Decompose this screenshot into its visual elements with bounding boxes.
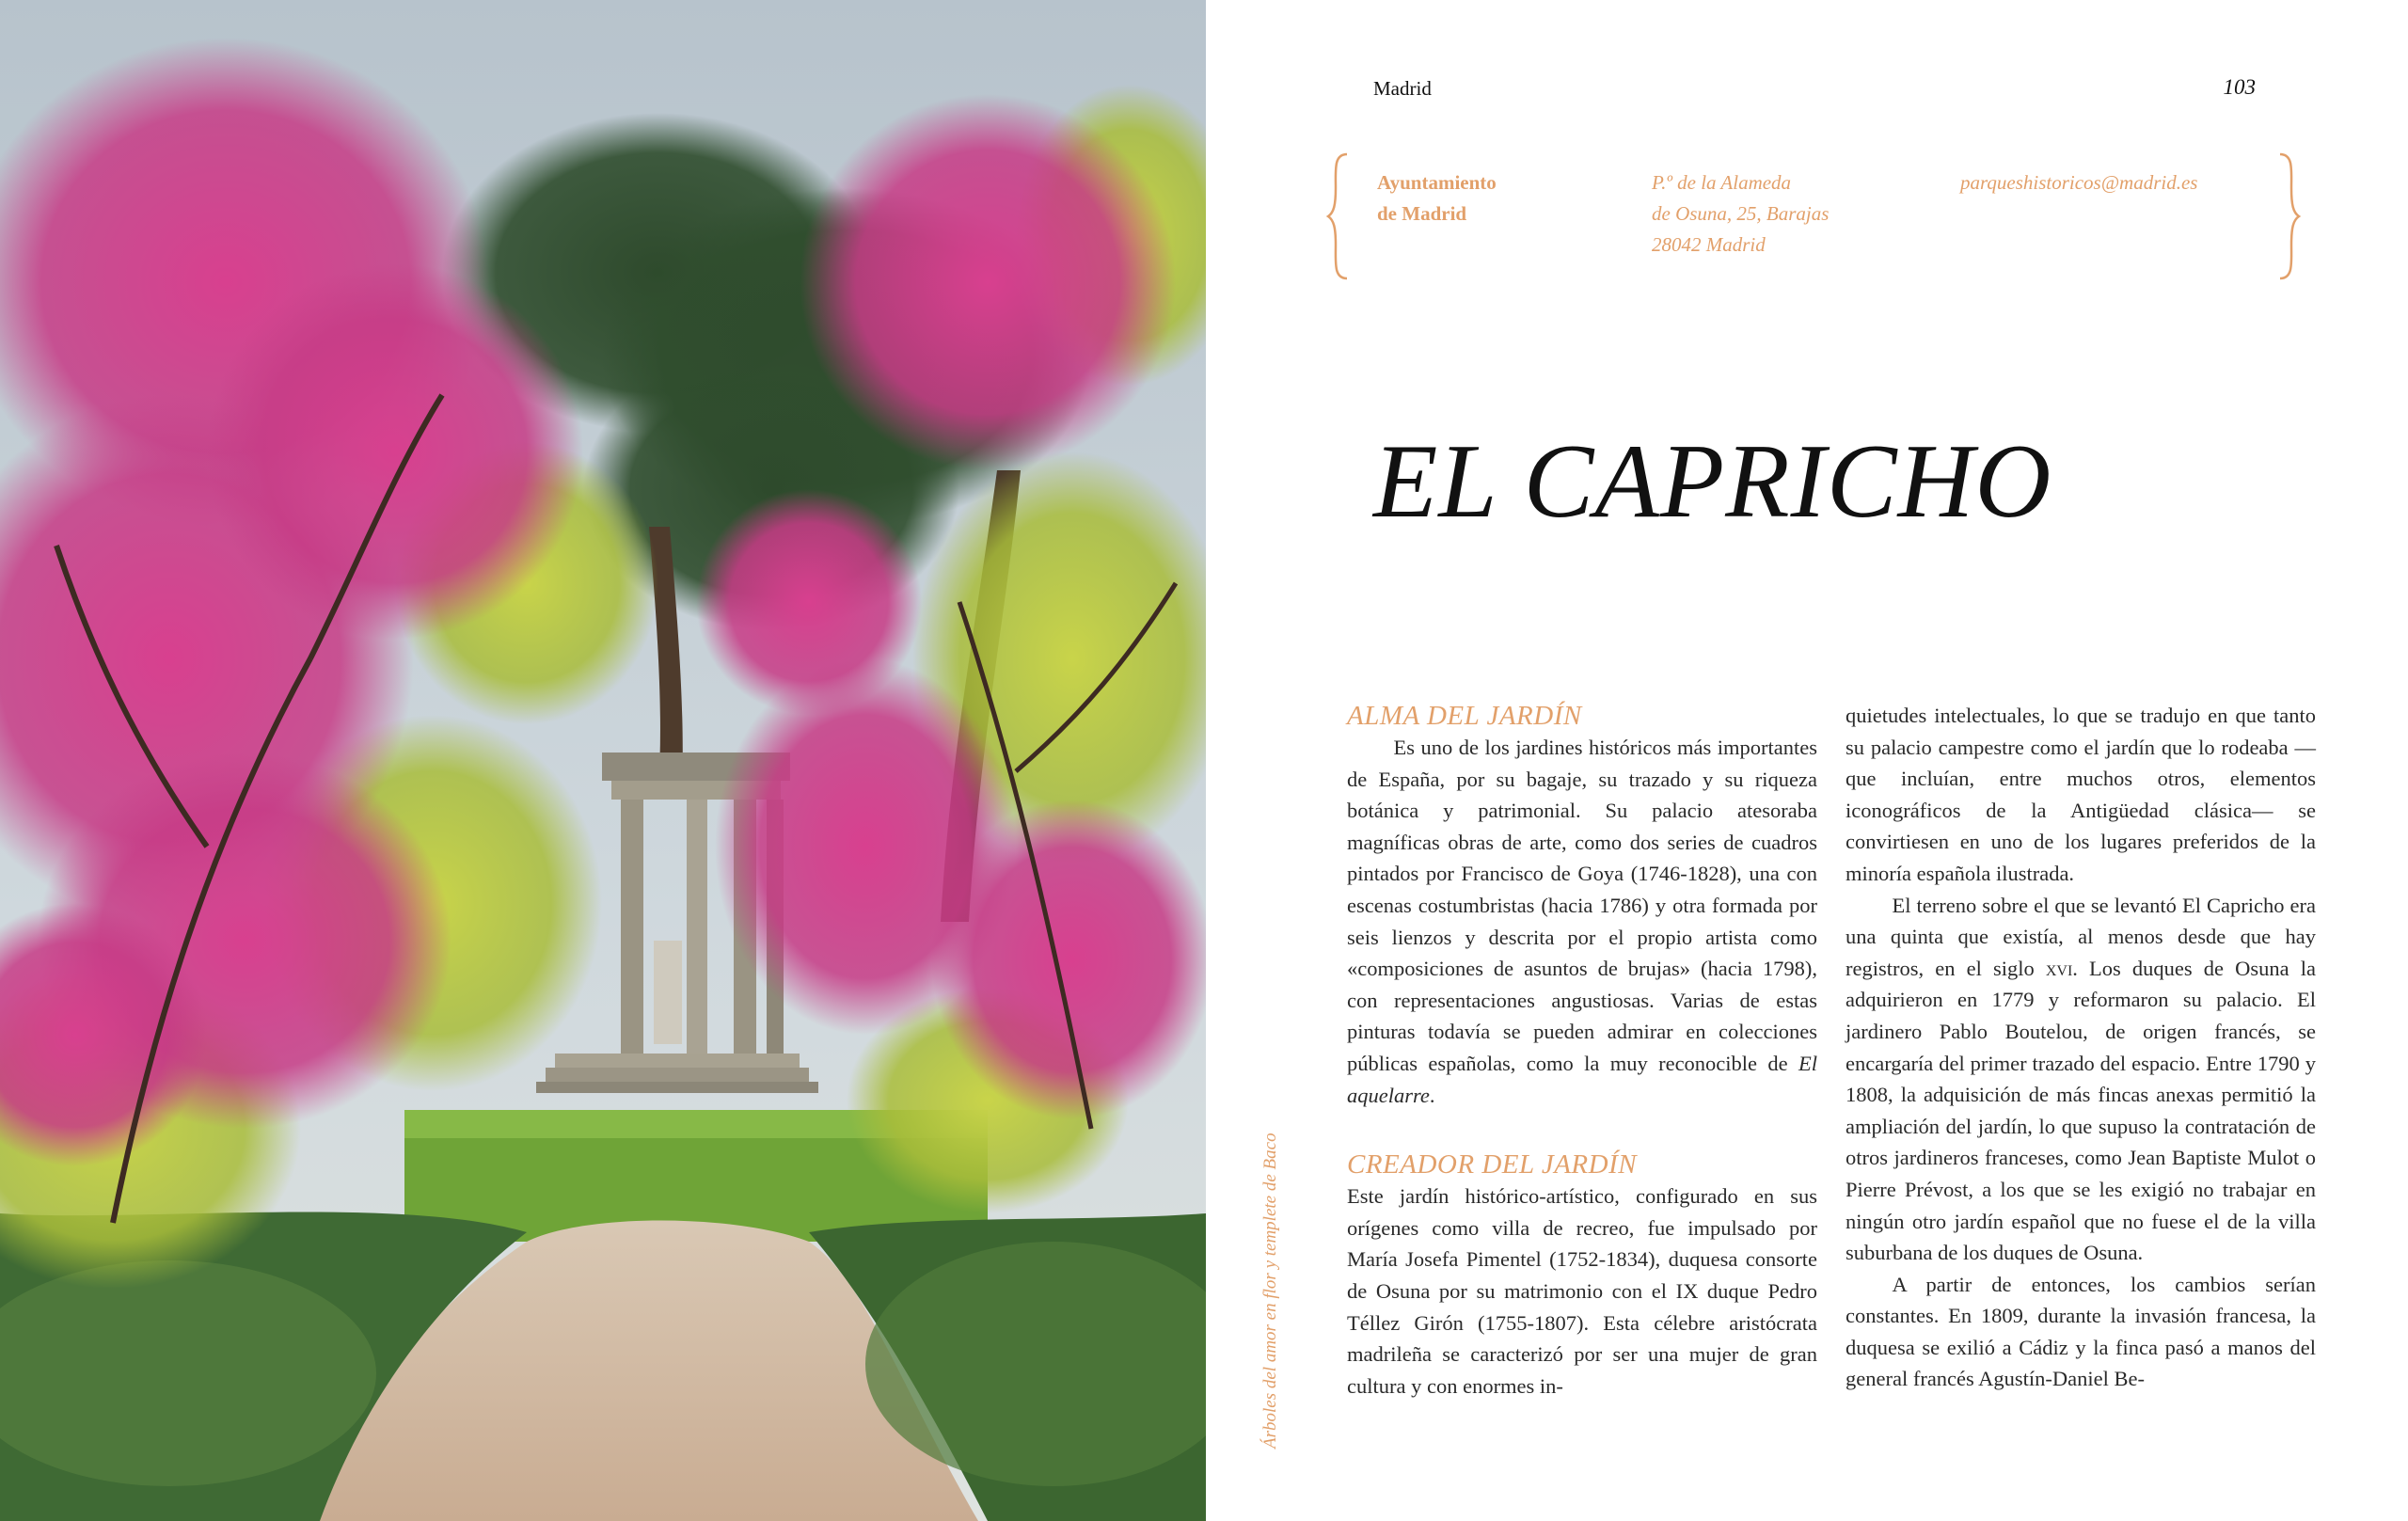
address <box>1652 167 1829 261</box>
photo-caption <box>1259 1072 1289 1449</box>
info-box <box>1324 151 2303 282</box>
alma-paragraph <box>1347 732 1817 1111</box>
creador-paragraph: Este jardín histórico-artístico, configurado en sus orígenes como villa de recreo, fue impulsado por María Josefa Pimentel (1752-1834), duquesa consorte de Osuna por su matrimonio con el IX duque Pedro Téllez Girón (1755-1807). Esta célebre aristócrata madrileña se caracterizó por ser una mujer de gran cultura y con enormes in- <box>1347 1184 1817 1398</box>
address-line: de Osuna, 25, Barajas <box>1652 202 1830 225</box>
organization-line: Ayuntamiento <box>1377 171 1497 194</box>
changes-paragraph: A partir de entonces, los cambios serían constantes. En 1809, durante la invasión francesa, la duquesa se exilió a Cádiz y la finca pasó a manos del general francés Agustín-Daniel Be- <box>1846 1272 2316 1391</box>
continuation-paragraph: quietudes intelectuales, lo que se tradujo en que tanto su palacio campestre como el jardín que lo rodeaba —que incluían, entre muchos otros, elementos iconográficos de la Antigüedad clásica— se convirtiesen en uno de los lugares preferidos de la minoría española ilustrada. <box>1846 704 2316 885</box>
history-paragraph-rest: . Los duques de Osuna la adquirieron en 1779 y reformaron su palacio. El jardinero Pablo Boutelou, de origen francés, se encargaría del primer trazado del espacio. Entre 1790 y 1808, la adquisición de más fincas anexas permitió la ampliación del jardín, lo que supuso la contratación de otros jardineros franceses, como Jean Baptiste Mulot o Pierre Prévost, a los que se les exigió no trabajar en ningún otro jardín español que no fuese el de la villa suburbana de los duques de Osuna. <box>1846 956 2316 1265</box>
left-brace-icon <box>1324 151 1353 282</box>
artwork-title: El aquelarre <box>1347 1051 1817 1107</box>
address-line: 28042 Madrid <box>1652 233 1766 256</box>
alma-paragraph-text: Es uno de los jardines históricos más importantes de España, por su bagaje, su trazado y su riqueza botánica y patrimonial. Su palacio atesoraba magníficas obras de arte, como dos series de cuadros pintados por Francisco de Goya (1746-1828), una con escenas costumbristas (hacia 1786) y otra formada por seis lienzos y descrita por el propio artista como «composiciones de asuntos de brujas» (hacia 1798), con representaciones angustiosas. Varias de estas pinturas todavía se pueden admirar en colecciones públicas españolas, como la muy reconocible de <box>1347 736 1817 1075</box>
organization <box>1377 167 1497 230</box>
century-numeral: xvi <box>2045 956 2073 980</box>
text-column-1 <box>1347 700 1817 1402</box>
history-paragraph <box>1846 890 2316 1269</box>
section-heading-alma: ALMA DEL JARDÍN <box>1347 701 1582 731</box>
address-line: P.º de la Alameda <box>1652 171 1792 194</box>
section-heading-creador: CREADOR DEL JARDÍN <box>1347 1149 1638 1180</box>
organization-line: de Madrid <box>1377 202 1467 225</box>
history-paragraph-text: El terreno sobre el que se levantó El Capricho era una quinta que existía, al menos desde que hay registros, en el siglo <box>1846 893 2316 980</box>
page-number: 103 <box>2223 75 2256 99</box>
running-head: Madrid <box>1373 77 1432 100</box>
article-title: EL CAPRICHO <box>1373 423 2052 540</box>
alma-paragraph-end: . <box>1429 1083 1435 1107</box>
photo-caption-text: Árboles del amor en flor y templete de Baco <box>1260 1133 1280 1449</box>
right-brace-icon <box>2274 151 2303 282</box>
text-column-2 <box>1846 700 2316 1395</box>
email-link[interactable]: parqueshistoricos@madrid.es <box>1960 171 2198 194</box>
